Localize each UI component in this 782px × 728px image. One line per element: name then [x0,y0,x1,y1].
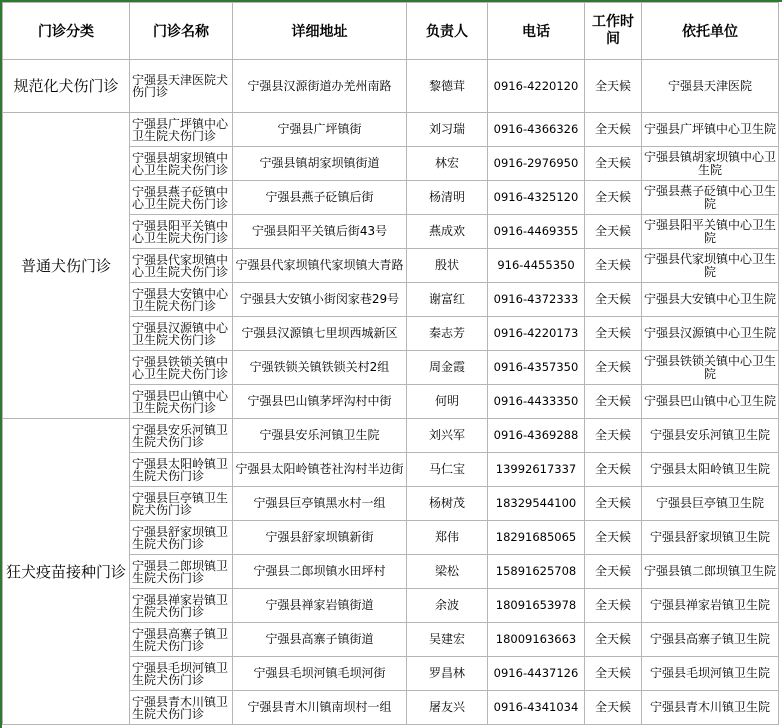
hours-cell: 全天候 [585,215,642,249]
address-cell: 宁强县二郎坝镇水田坪村 [233,555,407,589]
name-cell: 宁强县代家坝镇中心卫生院犬伤门诊 [130,249,233,283]
clinic-table [2,2,779,725]
phone-cell: 0916-4341034 [488,691,585,725]
unit-cell: 宁强县镇二郎坝镇卫生院 [642,555,779,589]
address-cell: 宁强县青木川镇南坝村一组 [233,691,407,725]
unit-cell: 宁强县巴山镇中心卫生院 [642,385,779,419]
name-cell: 宁强县舒家坝镇卫生院犬伤门诊 [130,521,233,555]
hours-cell: 全天候 [585,419,642,453]
person-cell: 杨树茂 [407,487,488,521]
unit-cell: 宁强县铁锁关镇中心卫生院 [642,351,779,385]
phone-cell: 13992617337 [488,453,585,487]
header-unit: 依托单位 [642,3,779,60]
phone-cell: 0916-2976950 [488,147,585,181]
phone-cell: 0916-4366326 [488,113,585,147]
phone-cell: 0916-4469355 [488,215,585,249]
name-cell: 宁强县铁锁关镇中心卫生院犬伤门诊 [130,351,233,385]
hours-cell: 全天候 [585,691,642,725]
name-cell: 宁强县巴山镇中心卫生院犬伤门诊 [130,385,233,419]
address-cell: 宁强县巴山镇茅坪沟村中街 [233,385,407,419]
person-cell: 何明 [407,385,488,419]
name-cell: 宁强县太阳岭镇卫生院犬伤门诊 [130,453,233,487]
phone-cell: 15891625708 [488,555,585,589]
header-hours: 工作时间 [585,3,642,60]
unit-cell: 宁强县天津医院 [642,60,779,113]
name-cell: 宁强县青木川镇卫生院犬伤门诊 [130,691,233,725]
category-cell: 普通犬伤门诊 [3,113,130,419]
header-address: 详细地址 [233,3,407,60]
name-cell: 宁强县安乐河镇卫生院犬伤门诊 [130,419,233,453]
phone-cell: 18291685065 [488,521,585,555]
phone-cell: 0916-4437126 [488,657,585,691]
address-cell: 宁强县太阳岭镇苍社沟村半边街 [233,453,407,487]
hours-cell: 全天候 [585,317,642,351]
phone-cell: 18329544100 [488,487,585,521]
address-cell: 宁强县安乐河镇卫生院 [233,419,407,453]
address-cell: 宁强铁锁关镇铁锁关村2组 [233,351,407,385]
address-cell: 宁强县镇胡家坝镇街道 [233,147,407,181]
category-cell: 规范化犬伤门诊 [3,60,130,113]
name-cell: 宁强县高寨子镇卫生院犬伤门诊 [130,623,233,657]
unit-cell: 宁强县太阳岭镇卫生院 [642,453,779,487]
hours-cell: 全天候 [585,60,642,113]
address-cell: 宁强县巨亭镇黑水村一组 [233,487,407,521]
unit-cell: 宁强县毛坝河镇卫生院 [642,657,779,691]
unit-cell: 宁强县燕子砭镇中心卫生院 [642,181,779,215]
phone-cell: 0916-4372333 [488,283,585,317]
unit-cell: 宁强县安乐河镇卫生院 [642,419,779,453]
hours-cell: 全天候 [585,589,642,623]
hours-cell: 全天候 [585,453,642,487]
name-cell: 宁强县胡家坝镇中心卫生院犬伤门诊 [130,147,233,181]
header-category: 门诊分类 [3,3,130,60]
table-row [3,113,779,147]
person-cell: 秦志芳 [407,317,488,351]
category-cell: 狂犬疫苗接种门诊 [3,419,130,725]
phone-cell: 0916-4369288 [488,419,585,453]
phone-cell: 0916-4433350 [488,385,585,419]
person-cell: 谢富红 [407,283,488,317]
phone-cell: 18009163663 [488,623,585,657]
phone-cell: 0916-4357350 [488,351,585,385]
table-row [3,60,779,113]
hours-cell: 全天候 [585,555,642,589]
address-cell: 宁强县燕子砭镇后街 [233,181,407,215]
address-cell: 宁强县代家坝镇代家坝镇大青路 [233,249,407,283]
hours-cell: 全天候 [585,283,642,317]
name-cell: 宁强县巨亭镇卫生院犬伤门诊 [130,487,233,521]
hours-cell: 全天候 [585,657,642,691]
name-cell: 宁强县燕子砭镇中心卫生院犬伤门诊 [130,181,233,215]
address-cell: 宁强县阳平关镇后街43号 [233,215,407,249]
person-cell: 殷状 [407,249,488,283]
phone-cell: 0916-4325120 [488,181,585,215]
phone-cell: 18091653978 [488,589,585,623]
address-cell: 宁强县汉源镇七里坝西城新区 [233,317,407,351]
hours-cell: 全天候 [585,623,642,657]
name-cell: 宁强县禅家岩镇卫生院犬伤门诊 [130,589,233,623]
person-cell: 吴建宏 [407,623,488,657]
person-cell: 罗昌林 [407,657,488,691]
address-cell: 宁强县高寨子镇街道 [233,623,407,657]
phone-cell: 0916-4220173 [488,317,585,351]
unit-cell: 宁强县高寨子镇卫生院 [642,623,779,657]
unit-cell: 宁强县广坪镇中心卫生院 [642,113,779,147]
hours-cell: 全天候 [585,181,642,215]
phone-cell: 0916-4220120 [488,60,585,113]
address-cell: 宁强县禅家岩镇街道 [233,589,407,623]
name-cell: 宁强县汉源镇中心卫生院犬伤门诊 [130,317,233,351]
header-person: 负责人 [407,3,488,60]
table-row [3,419,779,453]
unit-cell: 宁强县大安镇中心卫生院 [642,283,779,317]
person-cell: 刘兴军 [407,419,488,453]
hours-cell: 全天候 [585,113,642,147]
name-cell: 宁强县二郎坝镇卫生院犬伤门诊 [130,555,233,589]
address-cell: 宁强县广坪镇街 [233,113,407,147]
name-cell: 宁强县天津医院犬伤门诊 [130,60,233,113]
hours-cell: 全天候 [585,351,642,385]
unit-cell: 宁强县巨亭镇卫生院 [642,487,779,521]
unit-cell: 宁强县代家坝镇中心卫生院 [642,249,779,283]
person-cell: 刘习瑞 [407,113,488,147]
unit-cell: 宁强县舒家坝镇卫生院 [642,521,779,555]
header-row [3,3,779,60]
person-cell: 杨清明 [407,181,488,215]
header-name: 门诊名称 [130,3,233,60]
hours-cell: 全天候 [585,249,642,283]
person-cell: 梁松 [407,555,488,589]
hours-cell: 全天候 [585,147,642,181]
person-cell: 林宏 [407,147,488,181]
address-cell: 宁强县汉源街道办羌州南路 [233,60,407,113]
address-cell: 宁强县舒家坝镇新街 [233,521,407,555]
address-cell: 宁强县毛坝河镇毛坝河街 [233,657,407,691]
name-cell: 宁强县广坪镇中心卫生院犬伤门诊 [130,113,233,147]
person-cell: 黎德茸 [407,60,488,113]
phone-cell: 916-4455350 [488,249,585,283]
person-cell: 屠友兴 [407,691,488,725]
name-cell: 宁强县大安镇中心卫生院犬伤门诊 [130,283,233,317]
hours-cell: 全天候 [585,385,642,419]
person-cell: 周金霞 [407,351,488,385]
unit-cell: 宁强县青木川镇卫生院 [642,691,779,725]
unit-cell: 宁强县镇胡家坝镇中心卫生院 [642,147,779,181]
unit-cell: 宁强县阳平关镇中心卫生院 [642,215,779,249]
unit-cell: 宁强县汉源镇中心卫生院 [642,317,779,351]
address-cell: 宁强县大安镇小街闵家巷29号 [233,283,407,317]
person-cell: 余波 [407,589,488,623]
hours-cell: 全天候 [585,521,642,555]
table-body [3,60,779,725]
hours-cell: 全天候 [585,487,642,521]
header-phone: 电话 [488,3,585,60]
person-cell: 郑伟 [407,521,488,555]
name-cell: 宁强县毛坝河镇卫生院犬伤门诊 [130,657,233,691]
person-cell: 燕成欢 [407,215,488,249]
unit-cell: 宁强县禅家岩镇卫生院 [642,589,779,623]
name-cell: 宁强县阳平关镇中心卫生院犬伤门诊 [130,215,233,249]
person-cell: 马仁宝 [407,453,488,487]
